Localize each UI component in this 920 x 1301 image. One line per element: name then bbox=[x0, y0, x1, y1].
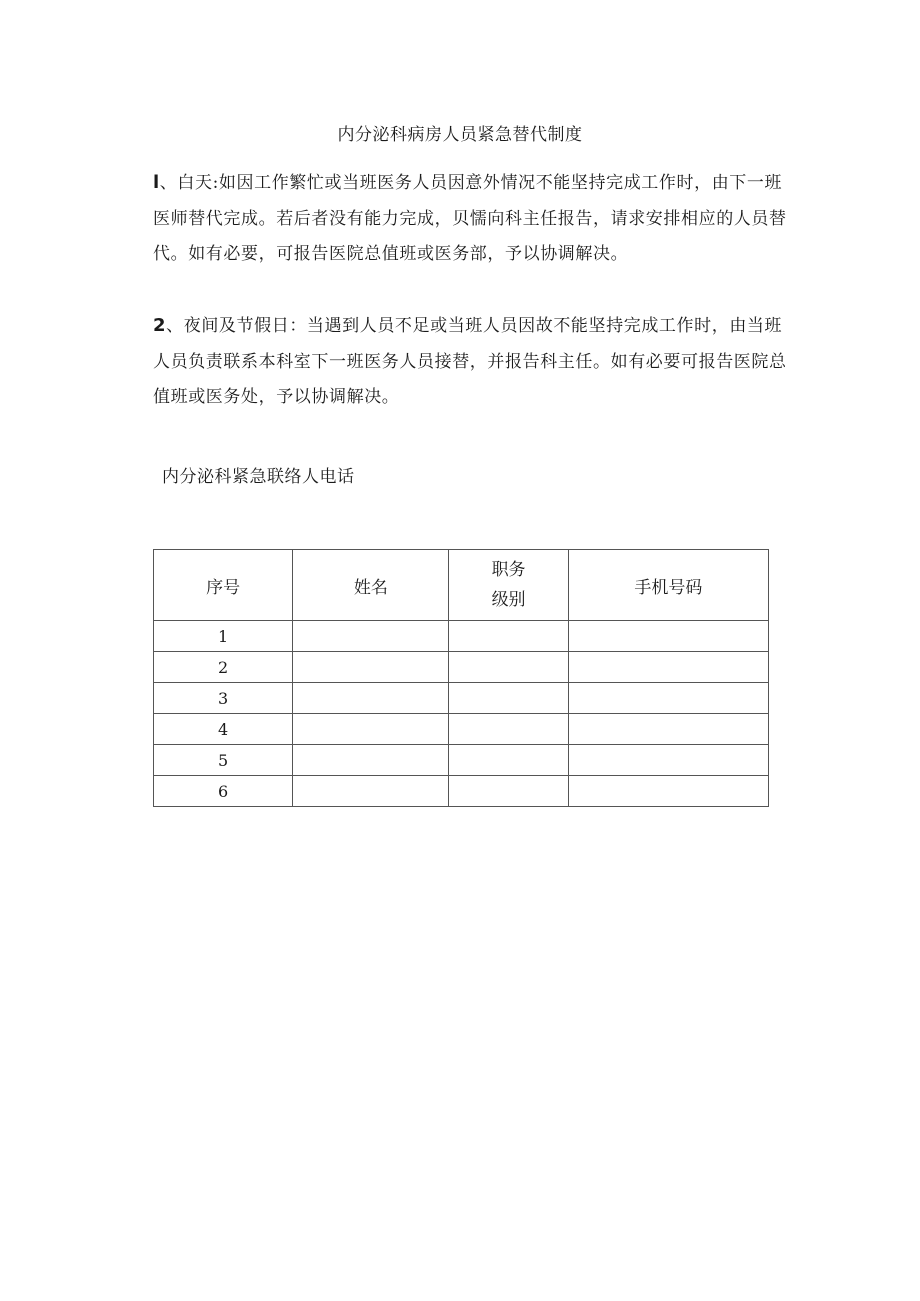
cell-seq: 4 bbox=[154, 714, 293, 745]
cell-position bbox=[449, 652, 568, 683]
cell-name bbox=[293, 776, 449, 807]
cell-name bbox=[293, 745, 449, 776]
cell-name bbox=[293, 652, 449, 683]
table-row bbox=[154, 776, 769, 807]
paragraph-text: 、白天:如因工作繁忙或当班医务人员因意外情况不能坚持完成工作时，由下一班医师替代完成。若后者没有能力完成，贝懦向科主任报告，请求安排相应的人员替代。如有必要，可报告医院总值班或医务部，予以协调解决。 bbox=[153, 173, 787, 264]
paragraph-daytime bbox=[153, 165, 793, 273]
header-name: 姓名 bbox=[293, 550, 449, 621]
table-header-row bbox=[154, 550, 769, 621]
cell-phone bbox=[568, 683, 768, 714]
cell-seq: 1 bbox=[154, 621, 293, 652]
cell-seq: 6 bbox=[154, 776, 293, 807]
cell-phone bbox=[568, 652, 768, 683]
cell-position bbox=[449, 714, 568, 745]
cell-name bbox=[293, 714, 449, 745]
cell-phone bbox=[568, 714, 768, 745]
cell-phone bbox=[568, 776, 768, 807]
cell-seq: 3 bbox=[154, 683, 293, 714]
document-title: 内分泌科病房人员紧急替代制度 bbox=[337, 125, 583, 145]
cell-position bbox=[449, 621, 568, 652]
header-position-line1: 职务 bbox=[491, 560, 526, 580]
header-position bbox=[449, 550, 568, 621]
cell-position bbox=[449, 683, 568, 714]
table-row bbox=[154, 621, 769, 652]
cell-seq: 5 bbox=[154, 745, 293, 776]
paragraph-night-holiday bbox=[153, 308, 793, 416]
header-phone: 手机号码 bbox=[568, 550, 768, 621]
cell-position bbox=[449, 745, 568, 776]
cell-phone bbox=[568, 621, 768, 652]
header-seq: 序号 bbox=[154, 550, 293, 621]
header-position-line2: 级别 bbox=[491, 590, 526, 610]
paragraph-number: 2 bbox=[153, 315, 167, 336]
cell-position bbox=[449, 776, 568, 807]
cell-phone bbox=[568, 745, 768, 776]
table-row bbox=[154, 714, 769, 745]
cell-seq: 2 bbox=[154, 652, 293, 683]
table-row bbox=[154, 745, 769, 776]
contact-heading: 内分泌科紧急联络人电话 bbox=[162, 467, 355, 487]
cell-name bbox=[293, 683, 449, 714]
table-row bbox=[154, 683, 769, 714]
contact-table bbox=[153, 549, 769, 807]
paragraph-number: l bbox=[153, 172, 160, 193]
cell-name bbox=[293, 621, 449, 652]
paragraph-text: 、夜间及节假日：当遇到人员不足或当班人员因故不能坚持完成工作时，由当班人员负责联系本科室下一班医务人员接替，并报告科主任。如有必要可报告医院总值班或医务处，予以协调解决。 bbox=[153, 316, 787, 407]
table-row bbox=[154, 652, 769, 683]
